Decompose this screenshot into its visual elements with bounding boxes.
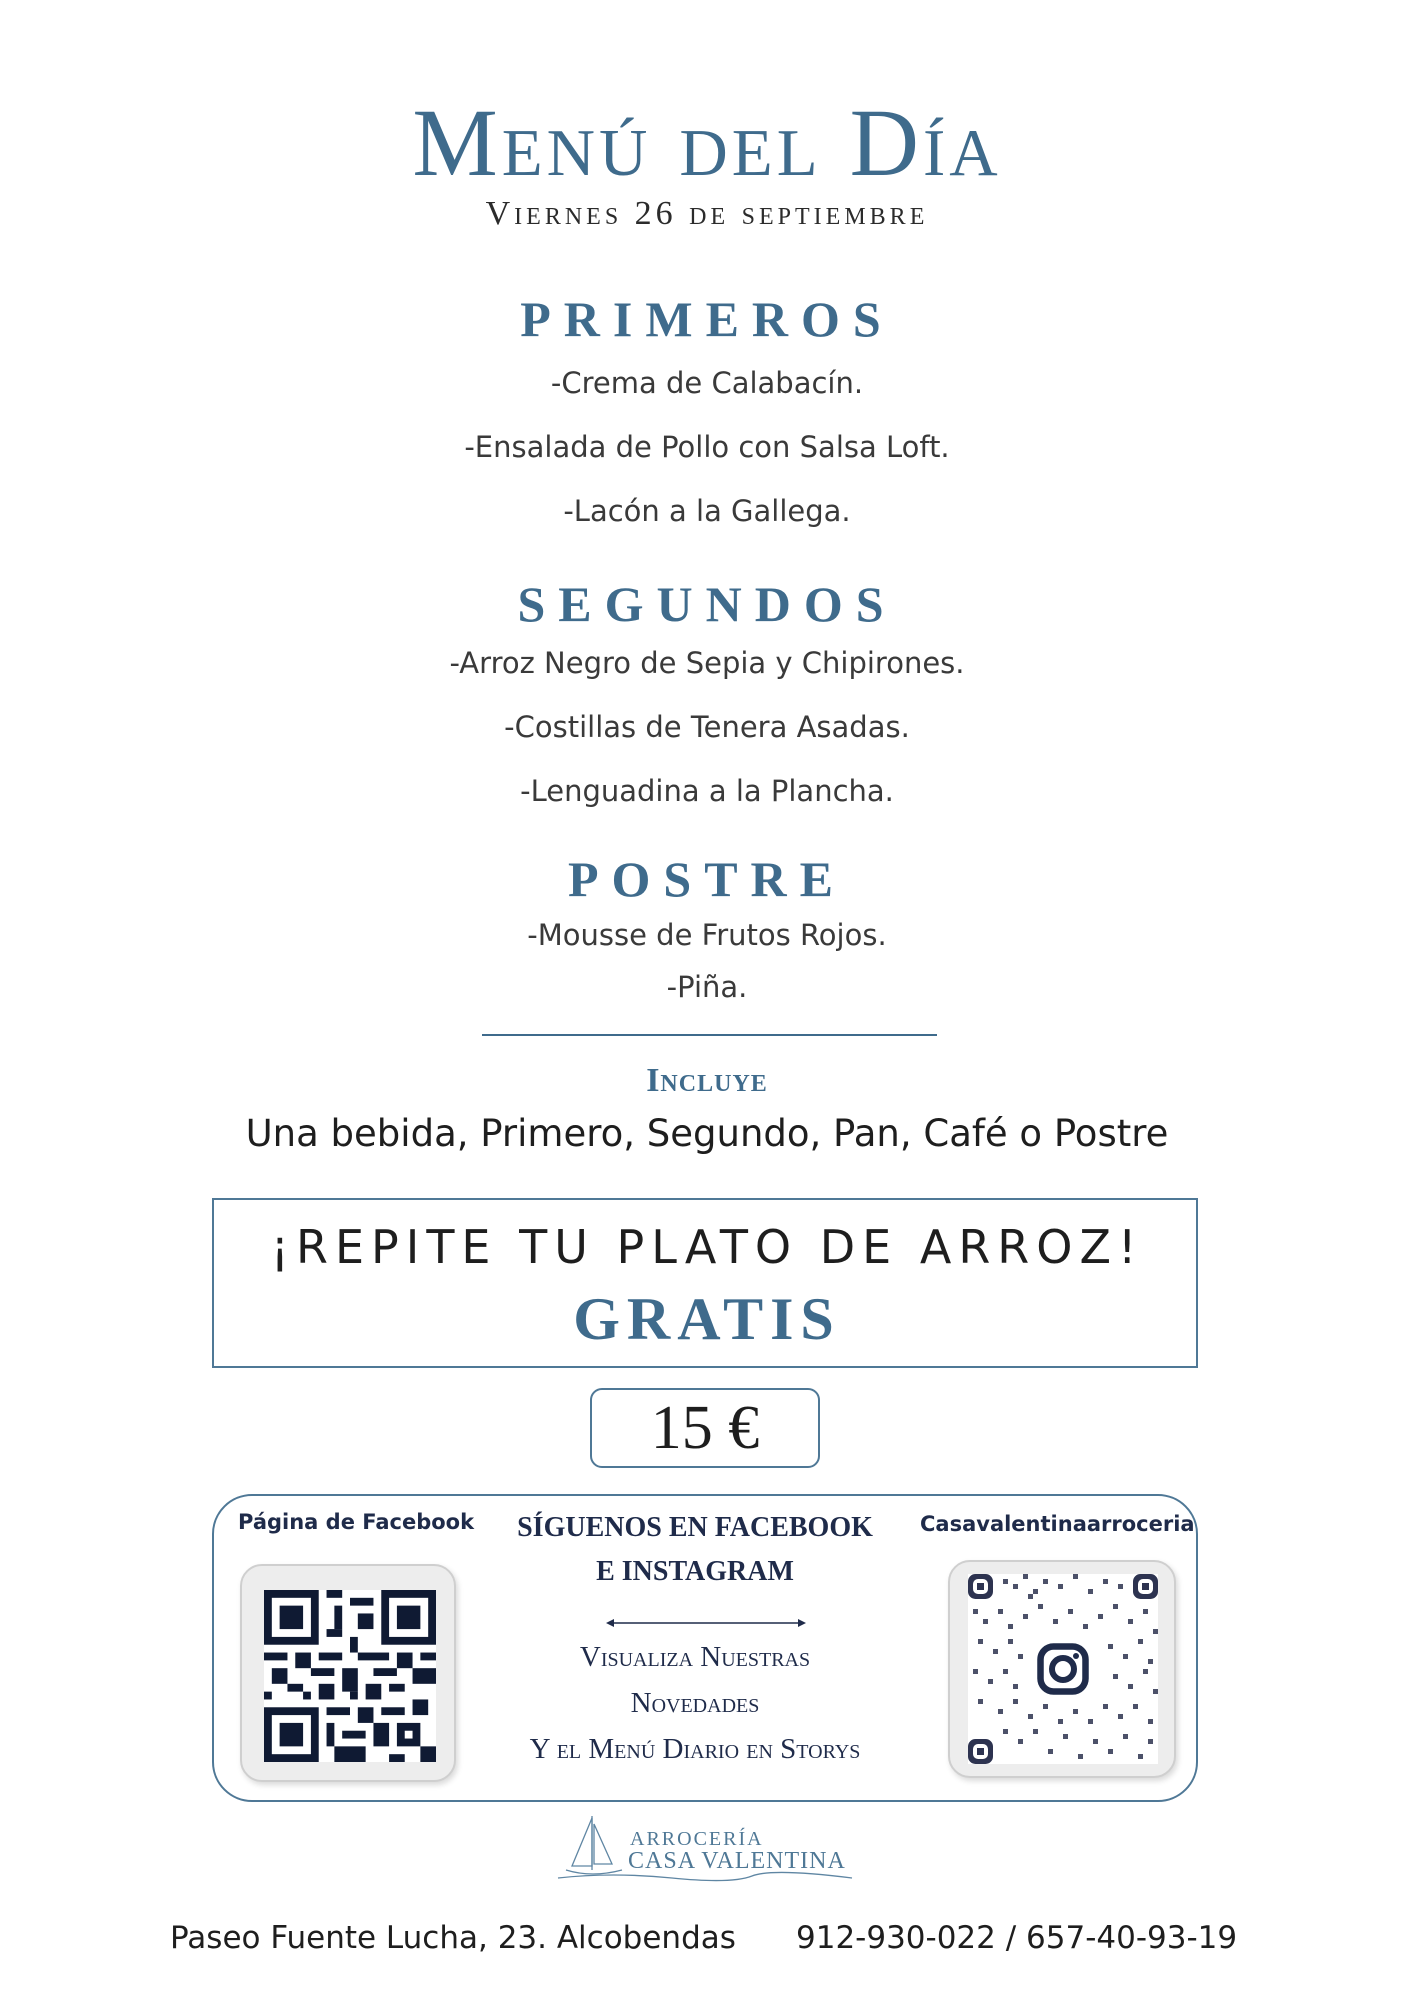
instagram-label: Casavalentinaarroceria	[920, 1512, 1195, 1536]
address: Paseo Fuente Lucha, 23. Alcobendas	[170, 1920, 736, 1956]
facebook-label: Página de Facebook	[238, 1510, 475, 1534]
social-description: Y el Menú Diario en Storys	[529, 1733, 861, 1765]
divider-line	[482, 1034, 937, 1036]
dish-item: -Arroz Negro de Sepia y Chipirones.	[449, 646, 965, 680]
dish-item: -Piña.	[666, 970, 748, 1004]
dish-item: -Lenguadina a la Plancha.	[520, 774, 894, 808]
price: 15 €	[650, 1394, 760, 1462]
follow-heading-2: E INSTAGRAM	[596, 1556, 794, 1587]
qr-code-icon	[262, 1590, 438, 1762]
section-title-segundos: SEGUNDOS	[517, 576, 897, 632]
dish-item: -Costillas de Tenera Asadas.	[504, 710, 910, 744]
promo-text: ¡REPITE TU PLATO DE ARROZ!	[270, 1220, 1144, 1274]
facebook-qr-code[interactable]	[240, 1564, 456, 1782]
brand-line-2: CASA VALENTINA	[628, 1848, 846, 1874]
dish-item: -Mousse de Frutos Rojos.	[527, 918, 887, 952]
promo-highlight: GRATIS	[573, 1286, 841, 1352]
section-title-primeros: PRIMEROS	[520, 291, 894, 347]
section-title-postre: POSTRE	[567, 851, 847, 907]
dish-item: -Crema de Calabacín.	[550, 366, 864, 400]
social-description: Novedades	[630, 1687, 760, 1719]
social-description: Visualiza Nuestras	[579, 1641, 811, 1673]
includes-text: Una bebida, Primero, Segundo, Pan, Café o Postre	[245, 1112, 1169, 1155]
brand-line-1: ARROCERÍA	[630, 1828, 764, 1850]
dish-item: -Ensalada de Pollo con Salsa Loft.	[464, 430, 950, 464]
instagram-icon	[1036, 1642, 1091, 1697]
includes-title: Incluye	[646, 1062, 768, 1099]
instagram-qr-code[interactable]	[948, 1560, 1176, 1778]
double-arrow-icon	[606, 1618, 806, 1628]
dish-item: -Lacón a la Gallega.	[563, 494, 851, 528]
follow-heading: SÍGUENOS EN FACEBOOK	[517, 1512, 873, 1543]
menu-date: Viernes 26 de septiembre	[485, 195, 929, 232]
menu-title: Menú del Día	[412, 89, 1002, 196]
qr-code-icon	[968, 1574, 1158, 1764]
phone-numbers: 912-930-022 / 657-40-93-19	[796, 1920, 1238, 1956]
